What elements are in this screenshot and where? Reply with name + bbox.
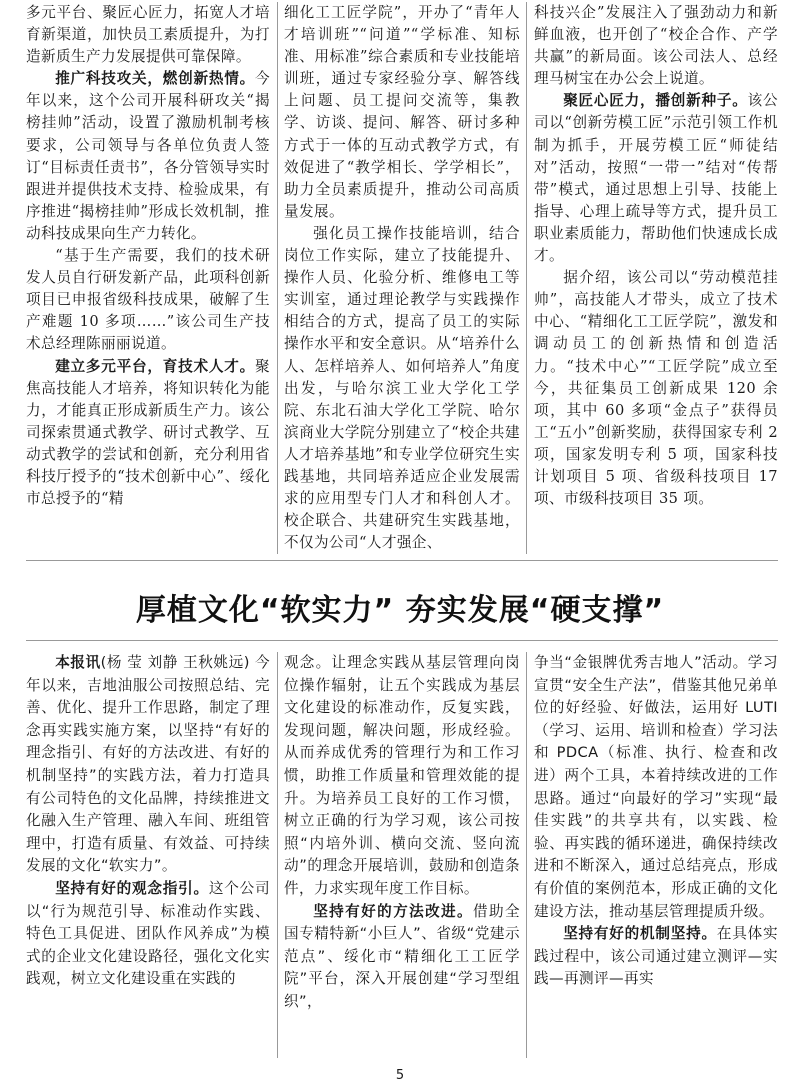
paragraph-text: “基于生产需要，我们的技术研发人员自行研发新产品，此项科创新项目已申报省级科技成果，破解了生产难题 10 多项……”该公司生产技术总经理陈丽丽说道。 (26, 247, 270, 353)
paragraph-text: (杨 莹 刘静 王秋姚远) 今年以来，吉地油服公司按照总结、完善、优化、提升工作思路，制定了理念再实践实施方案，以坚持“有好的理念指引、有好的方法改进、有好的机制坚持”的实践方法，着力打造具有公司特色的文化品牌，持续推进文化融入生产管理、融入车间、班组管理中，打造有质量、有效益、可持续发展的文化“软实力”。 (26, 654, 270, 875)
paragraph (534, 2, 778, 90)
paragraph-text: 该公司以“创新劳模工匠”示范引领工作机制为抓手，开展劳模工匠“师徒结对”活动，按照“一带一”结对“传帮带”模式，通过思想上引导、技能上指导、心理上疏导等方式，提升员工职业素质能力，帮助他们快速成长成才。 (534, 92, 778, 265)
divider-top (26, 560, 778, 561)
paragraph-text: 在具体实践过程中，该公司通过建立测评—实践—再测评—再实 (534, 925, 778, 988)
paragraph-heading: 建立多元平台，育技术人才。 (55, 357, 255, 375)
article-bottom (26, 652, 778, 1058)
paragraph-text: 科技兴企”发展注入了强劲动力和新鲜血液，也开创了“校企合作、产学共赢”的新局面。该公司法人、总经理马树宝在办公会上说道。 (534, 4, 778, 88)
paragraph-text: 聚焦高技能人才培养，将知识转化为能力，才能真正形成新质生产力。该公司探索贯通式教学、研讨式教学、互动式教学的尝试和创新，充分利用省科技厅授予的“技术创新中心”、绥化市总授予的“精 (26, 357, 270, 508)
article-headline: 厚植文化“软实力” 夯实发展“硬支撑” (135, 593, 665, 628)
paragraph-text: 据介绍，该公司以“劳动模范挂帅”，高技能人才带头，成立了技术中心、“精细化工工匠学院”，激发和调动员工的创新热情和创造活力。“技术中心”“工匠学院”成立至今，共征集员工创新成果 120 余项，其中 60 多项“金点子”获得员工“五小”创新奖励，获得国家专利 2 项，国家发明专利 5 项，国家科技计划项目 5 项、省级科技项目 17 项、市级科技项目 35 项。 (534, 269, 778, 508)
paragraph-heading: 推广科技攻关，燃创新热情。 (55, 70, 255, 88)
paragraph (284, 652, 520, 901)
paragraph (284, 2, 520, 223)
paragraph-text: 多元平台、聚匠心匠力，拓宽人才培育新渠道，加快员工素质提升，为打造新质生产力发展提供可靠保障。 (26, 4, 270, 66)
paragraph-text: 这个公司以“行为规范引导、标准动作实践、特色工具促进、团队作风养成”为模式的企业文化建设路径，强化文化实践观，树立文化建设重在实践的 (26, 879, 270, 988)
bottom-column-3 (534, 652, 778, 1058)
paragraph-text: 借助全国专精特新“小巨人”、省级“党建示范点”、绥化市“精细化工工匠学院”平台，深入开展创建“学习型组织”， (284, 902, 520, 1010)
paragraph (26, 2, 270, 68)
paragraph (26, 878, 270, 991)
bottom-column-2 (277, 652, 527, 1058)
paragraph-text: 观念。让理念实践从基层管理向岗位操作辐射，让五个实践成为基层文化建设的标准动作，反复实践，发现问题，解决问题，形成经验。从而养成优秀的管理行为和工作习惯，助推工作质量和管理效能的提升。为培养员工良好的工作习惯，树立正确的行为学习观，该公司按照“内培外训、横向交流、竖向流动”的理念开展培训，鼓励和创造条件，力求实现年度工作目标。 (284, 654, 520, 897)
page-number: 5 (395, 1068, 405, 1083)
paragraph-heading: 聚匠心匠力，播创新种子。 (563, 92, 748, 110)
paragraph-heading: 坚持有好的方法改进。 (313, 902, 474, 920)
article-top (26, 2, 778, 554)
paragraph-text: 细化工工匠学院”，开办了“青年人才培训班”“问道”“学标准、知标准、用标准”综合素质和专业技能培训班，通过专家经验分享、解答线上问题、员工提问交流等，集教学、访谈、提问、解答、研讨多种方式于一体的互动式教学方式，有效促进了“教学相长、学学相长”，助力全员素质提升，推动公司高质量发展。 (284, 4, 520, 220)
paragraph-heading: 本报讯 (55, 654, 101, 671)
paragraph (534, 267, 778, 510)
paragraph (26, 652, 270, 878)
paragraph-heading: 坚持有好的观念指引。 (55, 879, 209, 897)
paragraph (284, 901, 520, 1014)
divider-bottom (26, 640, 778, 641)
paragraph (284, 223, 520, 554)
top-column-3 (534, 2, 778, 554)
paragraph (534, 923, 778, 991)
paragraph (534, 90, 778, 267)
paragraph (26, 356, 270, 511)
paragraph-text: 强化员工操作技能培训，结合岗位工作实际，建立了技能提升、操作人员、化验分析、维修电工等实训室，通过理论教学与实践操作相结合的方式，提高了员工的实际操作水平和安全意识。从“培养什么人、怎样培养人、如何培养人”角度出发，与哈尔滨工业大学化工学院、东北石油大学化工学院、哈尔滨商业大学院分别建立了“校企共建人才培养基地”和专业学位研究生实践基地，共同培养适应企业发展需求的应用型专门人才和科创人才。校企联合、共建研究生实践基地，不仅为公司“人才强企、 (284, 224, 520, 552)
paragraph (26, 245, 270, 355)
paragraph-text: 争当“金银牌优秀吉地人”活动。学习宣贯“安全生产法”，借鉴其他兄弟单位的好经验、好做法，运用好 LUTI（学习、运用、培训和检查）学习法和 PDCA（标准、执行、检查和改进）两个工具，本着持续改进的工作思路。通过“向最好的学习”实现“最佳实践”的共享共有，以实践、检验、再实践的循环递进，确保持续改进和不断深入，通过总结亮点，形成有价值的案例范本，形成正确的文化建设方法，推动基层管理提质升级。 (534, 654, 778, 920)
paragraph-heading: 坚持有好的机制坚持。 (563, 925, 717, 943)
top-column-2 (277, 2, 527, 554)
paragraph (26, 68, 270, 245)
paragraph (534, 652, 778, 923)
paragraph-text: 今年以来，这个公司开展科研攻关“揭榜挂帅”活动，设置了激励机制考核要求，公司领导与各单位负责人签订“目标责任责书”，各分管领导实时跟进并提供技术支持、检验成果，有序推进“揭榜挂帅”形成长效机制，推动科技成果向生产力转化。 (26, 70, 270, 242)
bottom-column-1 (26, 652, 270, 1058)
top-column-1 (26, 2, 270, 554)
